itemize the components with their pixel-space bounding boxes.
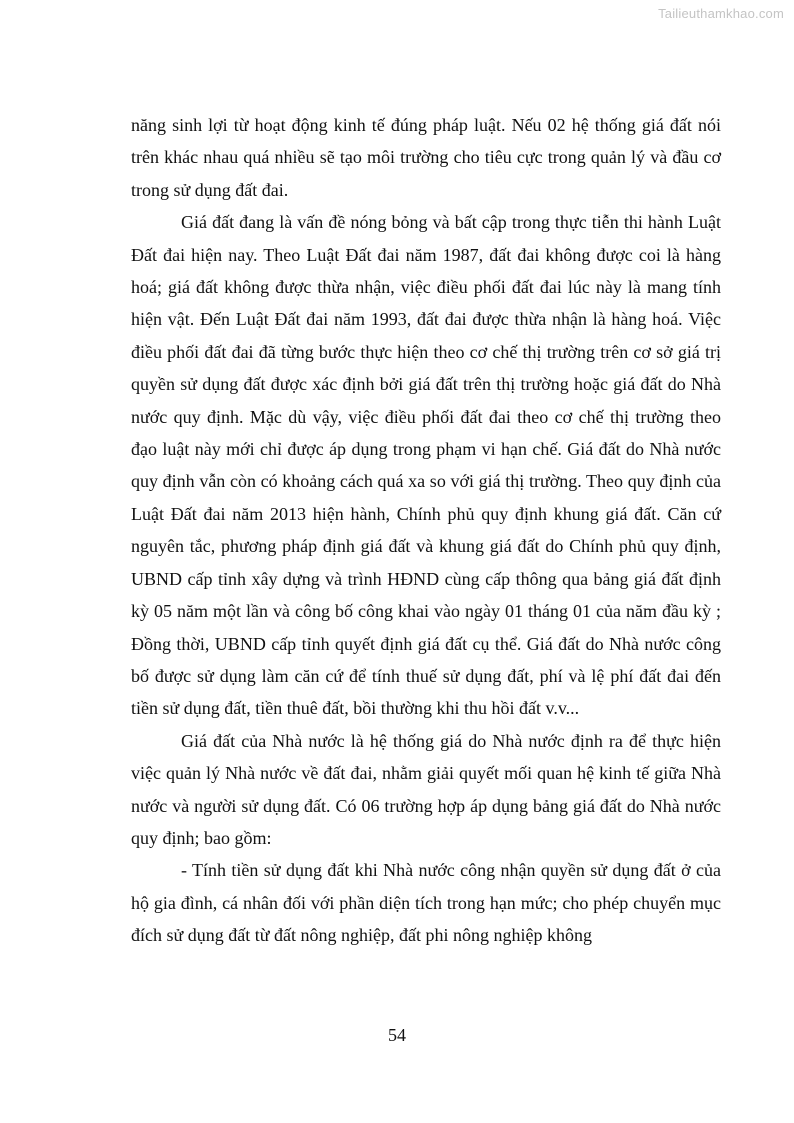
watermark-text: Tailieuthamkhao.com (658, 6, 784, 21)
paragraph-continuation: năng sinh lợi từ hoạt động kinh tế đúng pháp luật. Nếu 02 hệ thống giá đất nói trên khác nhau quá nhiều sẽ tạo môi trường cho tiêu cực trong quản lý và đầu cơ trong sử dụng đất đai. (131, 115, 721, 200)
paragraph-list-item: - Tính tiền sử dụng đất khi Nhà nước công nhận quyền sử dụng đất ở của hộ gia đình, cá nhân đối với phần diện tích trong hạn mức; cho phép chuyển mục đích sử dụng đất từ đất nông nghiệp, đất phi nông nghiệp không (131, 860, 721, 946)
paragraph-state-land-price: Giá đất của Nhà nước là hệ thống giá do Nhà nước định ra để thực hiện việc quản lý Nhà nước về đất đai, nhằm giải quyết mối quan hệ kinh tế giữa Nhà nước và người sử dụng đất. Có 06 trường hợp áp dụng bảng giá đất do Nhà nước quy định; bao gồm: (131, 730, 721, 848)
page-number: 54 (388, 1025, 406, 1045)
paragraph-land-price-issue: Giá đất đang là vấn đề nóng bỏng và bất cập trong thực tiễn thi hành Luật Đất đai hiện nay. Theo Luật Đất đai năm 1987, đất đai không được coi là hàng hoá; giá đất không được thừa nhận, việc điều phối đất đai lúc này là mang tính hiện vật. Đến Luật Đất đai năm 1993, đất đai được thừa nhận là hàng hoá. Việc điều phối đất đai đã từng bước thực hiện theo cơ chế thị trường trên cơ sở giá trị quyền sử dụng đất được xác định bởi giá đất trên thị trường hoặc giá đất do Nhà nước quy định. Mặc dù vậy, việc điều phối đất đai theo cơ chế thị trường theo đạo luật này mới chỉ được áp dụng trong phạm vi hạn chế. Giá đất do Nhà nước quy định vẫn còn có khoảng cách quá xa so với giá thị trường. Theo quy định của Luật Đất đai năm 2013 hiện hành, Chính phủ quy định khung giá đất. Căn cứ nguyên tắc, phương pháp định giá đất và khung giá đất do Chính phủ quy định, UBND cấp tỉnh xây dựng và trình HĐND cùng cấp thông qua bảng giá đất định kỳ 05 năm một lần và công bố công khai vào ngày 01 tháng 01 của năm đầu kỳ ; Đồng thời, UBND cấp tỉnh quyết định giá đất cụ thể. Giá đất do Nhà nước công bố được sử dụng làm căn cứ để tính thuế sử dụng đất, phí và lệ phí đất đai đến tiền sử dụng đất, tiền thuê đất, bồi thường khi thu hồi đất v.v... (131, 212, 721, 719)
page-body (131, 109, 721, 1009)
